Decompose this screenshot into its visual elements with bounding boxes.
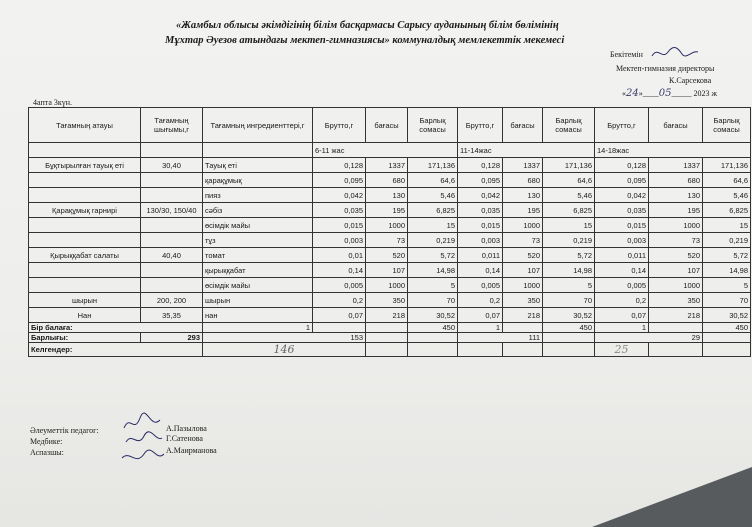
- table-cell: 0,128: [313, 158, 366, 173]
- table-cell: 218: [503, 308, 543, 323]
- table-cell: 5: [543, 278, 595, 293]
- table-cell: 0,003: [595, 233, 649, 248]
- table-cell: 1000: [649, 278, 703, 293]
- table-cell: 0,219: [703, 233, 751, 248]
- col-header: Тағамның ингредиенттері,г: [203, 108, 313, 143]
- table-cell: 0,128: [595, 158, 649, 173]
- table-cell: 14,98: [543, 263, 595, 278]
- table-cell: 680: [649, 173, 703, 188]
- age-group: 14-18жас: [595, 143, 751, 158]
- approval-line-1: Бекітемін: [610, 50, 643, 59]
- col-header: бағасы: [366, 108, 408, 143]
- table-cell: 0,042: [313, 188, 366, 203]
- table-cell: 350: [649, 293, 703, 308]
- table-cell: 70: [703, 293, 751, 308]
- table-row: [29, 308, 751, 323]
- table-cell: 130: [503, 188, 543, 203]
- table-cell: 130: [649, 188, 703, 203]
- approval-line-2: Мектеп-гимназия директоры: [616, 64, 715, 73]
- table-cell: [29, 218, 141, 233]
- col-header: Тағамның шығымы,г: [141, 108, 203, 143]
- table-cell: Нан: [29, 308, 141, 323]
- table-cell: Тауық еті: [203, 158, 313, 173]
- col-header: Барлық сомасы: [408, 108, 458, 143]
- table-cell: Қарақұмық гарнирі: [29, 203, 141, 218]
- table-cell: 30,40: [141, 158, 203, 173]
- table-cell: [141, 188, 203, 203]
- table-cell: 0,035: [458, 203, 503, 218]
- table-cell: 73: [366, 233, 408, 248]
- header-line-2: Мұхтар Әуезов атындағы мектеп-гимназиясы» коммуналдық мемлекеттік мекемесі: [165, 35, 565, 46]
- table-cell: 130/30, 150/40: [141, 203, 203, 218]
- table-cell: [141, 233, 203, 248]
- table-cell: томат: [203, 248, 313, 263]
- table-row: [29, 278, 751, 293]
- table-cell: 0,095: [458, 173, 503, 188]
- table-cell: өсімдік майы: [203, 218, 313, 233]
- table-cell: 0,128: [458, 158, 503, 173]
- table-cell: 5,46: [703, 188, 751, 203]
- attended-count: 146: [273, 343, 295, 356]
- per-child-amount: 450: [543, 323, 595, 333]
- age-group-row: [29, 143, 751, 158]
- attended-label: Келгендер:: [29, 343, 203, 357]
- col-header: Барлық сомасы: [543, 108, 595, 143]
- table-row: [29, 158, 751, 173]
- table-cell: 40,40: [141, 248, 203, 263]
- table-cell: 5,72: [703, 248, 751, 263]
- table-cell: 107: [649, 263, 703, 278]
- table-cell: 14,98: [408, 263, 458, 278]
- table-cell: 0,095: [313, 173, 366, 188]
- table-cell: 1000: [366, 218, 408, 233]
- total-group-1: 153: [203, 333, 366, 343]
- photo-background: [592, 467, 752, 527]
- approval-date: «24»____05_____ 2023 ж: [622, 88, 717, 99]
- table-cell: 520: [366, 248, 408, 263]
- table-cell: 0,14: [313, 263, 366, 278]
- table-cell: 70: [408, 293, 458, 308]
- table-cell: өсімдік майы: [203, 278, 313, 293]
- col-header: бағасы: [649, 108, 703, 143]
- week-label: 4апта 3күн.: [33, 98, 73, 107]
- col-header: бағасы: [503, 108, 543, 143]
- table-cell: 0,035: [595, 203, 649, 218]
- table-cell: 130: [366, 188, 408, 203]
- age-group: 11-14жас: [458, 143, 595, 158]
- header-row: [29, 108, 751, 143]
- table-cell: 171,136: [703, 158, 751, 173]
- table-cell: 64,6: [543, 173, 595, 188]
- table-cell: 0,2: [595, 293, 649, 308]
- table-cell: 0,042: [595, 188, 649, 203]
- table-row: [29, 248, 751, 263]
- table-cell: 0,14: [595, 263, 649, 278]
- table-cell: 14,98: [703, 263, 751, 278]
- approval-day: 24: [626, 88, 639, 99]
- table-cell: [141, 263, 203, 278]
- table-cell: 15: [703, 218, 751, 233]
- approval-line-3: К.Сарсекова: [669, 76, 712, 85]
- table-cell: [141, 278, 203, 293]
- table-cell: 350: [366, 293, 408, 308]
- table-row: [29, 293, 751, 308]
- attended-count: 25: [614, 343, 629, 356]
- table-cell: тұз: [203, 233, 313, 248]
- table-row: [29, 173, 751, 188]
- table-cell: 0,035: [313, 203, 366, 218]
- table-cell: сәбіз: [203, 203, 313, 218]
- table-cell: 1337: [366, 158, 408, 173]
- table-cell: 0,2: [458, 293, 503, 308]
- approval-year: 2023 ж: [693, 89, 717, 98]
- table-cell: 0,095: [595, 173, 649, 188]
- table-cell: 30,52: [703, 308, 751, 323]
- table-cell: 0,005: [458, 278, 503, 293]
- table-cell: 1337: [503, 158, 543, 173]
- table-cell: 35,35: [141, 308, 203, 323]
- table-cell: 5: [408, 278, 458, 293]
- table-cell: 1000: [503, 218, 543, 233]
- table-cell: 6,825: [703, 203, 751, 218]
- table-cell: қарақұмық: [203, 173, 313, 188]
- table-cell: 1000: [503, 278, 543, 293]
- table-cell: 107: [503, 263, 543, 278]
- table-cell: [29, 233, 141, 248]
- table-cell: 0,14: [458, 263, 503, 278]
- total-group-3: 29: [595, 333, 703, 343]
- table-cell: 1000: [649, 218, 703, 233]
- table-cell: [141, 173, 203, 188]
- col-header: Тағамның атауы: [29, 108, 141, 143]
- table-cell: 6,825: [408, 203, 458, 218]
- social-pedagogue-name: А.Пазылова: [166, 424, 207, 433]
- nurse-role: Медбике:: [30, 437, 63, 446]
- table-cell: 0,015: [458, 218, 503, 233]
- table-cell: 15: [543, 218, 595, 233]
- per-child-label: Бір балаға:: [29, 323, 203, 333]
- table-cell: 680: [503, 173, 543, 188]
- table-cell: 350: [503, 293, 543, 308]
- table-cell: 73: [503, 233, 543, 248]
- table-cell: [29, 188, 141, 203]
- age-group: 6-11 жас: [313, 143, 458, 158]
- table-row: [29, 263, 751, 278]
- table-cell: 64,6: [703, 173, 751, 188]
- table-row: [29, 188, 751, 203]
- table-cell: [29, 173, 141, 188]
- cook-name: А.Маирманова: [166, 446, 217, 455]
- table-cell: 195: [649, 203, 703, 218]
- table-row: [29, 233, 751, 248]
- table-cell: 0,005: [313, 278, 366, 293]
- per-child-count: 1: [203, 323, 313, 333]
- table-cell: 0,042: [458, 188, 503, 203]
- table-cell: 680: [366, 173, 408, 188]
- table-cell: [29, 278, 141, 293]
- table-cell: 5: [703, 278, 751, 293]
- table-cell: қырыққабат: [203, 263, 313, 278]
- table-cell: 5,46: [543, 188, 595, 203]
- total-row: [29, 333, 751, 343]
- per-child-row: [29, 323, 751, 333]
- table-cell: 0,015: [595, 218, 649, 233]
- menu-table: [28, 107, 751, 357]
- table-cell: 0,07: [313, 308, 366, 323]
- table-cell: 0,015: [313, 218, 366, 233]
- table-cell: 70: [543, 293, 595, 308]
- approval-month: 05: [658, 88, 672, 99]
- social-pedagogue-role: Әлеуметтік педагог:: [30, 426, 99, 435]
- table-cell: 30,52: [408, 308, 458, 323]
- footer-signatures: [120, 412, 166, 468]
- nurse-name: Г.Сатенова: [166, 434, 203, 443]
- table-cell: [141, 218, 203, 233]
- col-header: Брутто,г: [595, 108, 649, 143]
- table-cell: 0,2: [313, 293, 366, 308]
- table-cell: 5,46: [408, 188, 458, 203]
- table-cell: 5,72: [543, 248, 595, 263]
- table-cell: 0,01: [313, 248, 366, 263]
- header-line-1: «Жамбыл облысы әкімдігінің білім басқармасы Сарысу ауданының білім бөлімінің: [176, 20, 559, 31]
- total-group-2: 111: [458, 333, 543, 343]
- table-cell: 5,72: [408, 248, 458, 263]
- table-cell: 0,219: [408, 233, 458, 248]
- table-cell: 195: [366, 203, 408, 218]
- table-cell: Қырыққабат салаты: [29, 248, 141, 263]
- table-cell: 73: [649, 233, 703, 248]
- per-child-amount: 450: [703, 323, 751, 333]
- director-signature: [650, 44, 700, 62]
- table-cell: 0,003: [458, 233, 503, 248]
- table-cell: 0,011: [458, 248, 503, 263]
- table-cell: 30,52: [543, 308, 595, 323]
- table-cell: 0,07: [458, 308, 503, 323]
- col-header: Брутто,г: [458, 108, 503, 143]
- table-cell: 520: [649, 248, 703, 263]
- table-cell: 200, 200: [141, 293, 203, 308]
- per-child-amount: 450: [408, 323, 458, 333]
- table-cell: 0,003: [313, 233, 366, 248]
- per-child-count: 1: [458, 323, 503, 333]
- table-cell: 1000: [366, 278, 408, 293]
- attended-row: [29, 343, 751, 357]
- table-row: [29, 203, 751, 218]
- table-cell: 1337: [649, 158, 703, 173]
- table-cell: 0,07: [595, 308, 649, 323]
- table-cell: 171,136: [543, 158, 595, 173]
- table-cell: 15: [408, 218, 458, 233]
- table-cell: Бұқтырылған тауық еті: [29, 158, 141, 173]
- cook-role: Аспазшы:: [30, 448, 64, 457]
- table-cell: нан: [203, 308, 313, 323]
- table-cell: пияз: [203, 188, 313, 203]
- table-cell: шырын: [203, 293, 313, 308]
- table-cell: 520: [503, 248, 543, 263]
- col-header: Брутто,г: [313, 108, 366, 143]
- total-all: 293: [141, 333, 203, 343]
- table-cell: 107: [366, 263, 408, 278]
- table-cell: 218: [649, 308, 703, 323]
- table-cell: 218: [366, 308, 408, 323]
- table-cell: 0,005: [595, 278, 649, 293]
- table-cell: шырын: [29, 293, 141, 308]
- table-cell: 6,825: [543, 203, 595, 218]
- col-header: Барлық сомасы: [703, 108, 751, 143]
- table-row: [29, 218, 751, 233]
- table-cell: 64,6: [408, 173, 458, 188]
- table-cell: 171,136: [408, 158, 458, 173]
- table-cell: 195: [503, 203, 543, 218]
- total-label: Барлығы:: [29, 333, 141, 343]
- table-cell: [29, 263, 141, 278]
- per-child-count: 1: [595, 323, 649, 333]
- table-cell: 0,219: [543, 233, 595, 248]
- table-cell: 0,011: [595, 248, 649, 263]
